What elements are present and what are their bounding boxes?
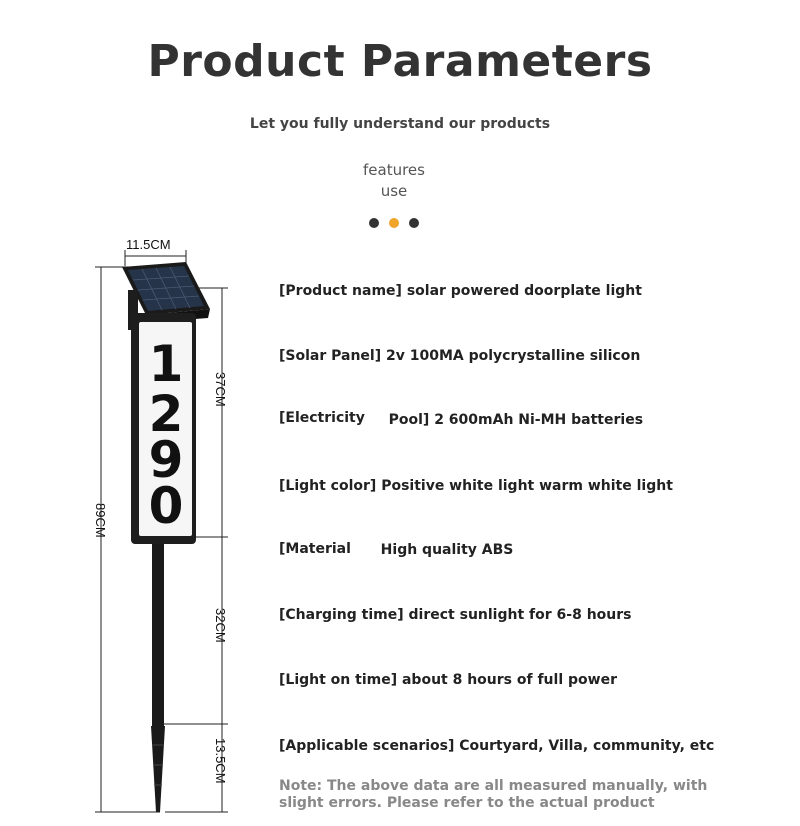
param-row (279, 412, 643, 428)
param-key: [Solar Panel] (279, 348, 382, 364)
features-label (294, 160, 494, 202)
carousel-dots (369, 218, 419, 228)
page-title: Product Parameters (147, 36, 653, 87)
param-value: Pool] 2 600mAh Ni-MH batteries (388, 412, 644, 428)
plate-digit: 9 (148, 431, 184, 489)
param-row (279, 283, 642, 299)
param-key: [Light color] (279, 478, 377, 494)
param-key: [Material (279, 541, 351, 557)
param-value: about 8 hours of full power (401, 672, 617, 688)
param-value: direct sunlight for 6-8 hours (408, 607, 632, 623)
carousel-dot[interactable] (409, 218, 419, 228)
param-key: [Light on time] (279, 672, 398, 688)
use-line: use (380, 182, 408, 200)
param-value: 2v 100MA polycrystalline silicon (386, 348, 641, 364)
plate-digit: 0 (148, 477, 184, 535)
dim-stake-lower: 13.5CM (213, 738, 228, 784)
stake-spike (151, 726, 165, 812)
param-row (279, 542, 513, 558)
dim-stake-upper: 32CM (213, 608, 228, 643)
carousel-dot-active[interactable] (389, 218, 399, 228)
plate-digit: 2 (148, 385, 184, 443)
param-key: [Charging time] (279, 607, 404, 623)
param-value: High quality ABS (380, 542, 514, 558)
param-row (279, 672, 617, 688)
page-subtitle: Let you fully understand our products (249, 116, 551, 132)
param-row (279, 607, 631, 623)
param-row (279, 478, 673, 494)
dim-total-height: 89CM (93, 503, 108, 538)
param-value: solar powered doorplate light (406, 283, 642, 299)
product-illustration (0, 0, 260, 826)
dim-plate-height: 37CM (213, 372, 228, 407)
param-value: Courtyard, Villa, community, etc (459, 738, 715, 754)
plate-digit: 1 (148, 335, 184, 393)
carousel-dot[interactable] (369, 218, 379, 228)
param-row (279, 738, 714, 754)
param-key: [Electricity (279, 410, 365, 426)
features-line: features (363, 161, 425, 179)
param-key: [Product name] (279, 283, 402, 299)
disclaimer-note: Note: The above data are all measured manually, with slight errors. Please refer to the actual product (279, 778, 708, 811)
param-value: Positive white light warm white light (381, 478, 673, 494)
param-row (279, 348, 640, 364)
param-key: [Applicable scenarios] (279, 738, 455, 754)
dim-width: 11.5CM (126, 237, 171, 252)
stake-upper (152, 544, 164, 726)
